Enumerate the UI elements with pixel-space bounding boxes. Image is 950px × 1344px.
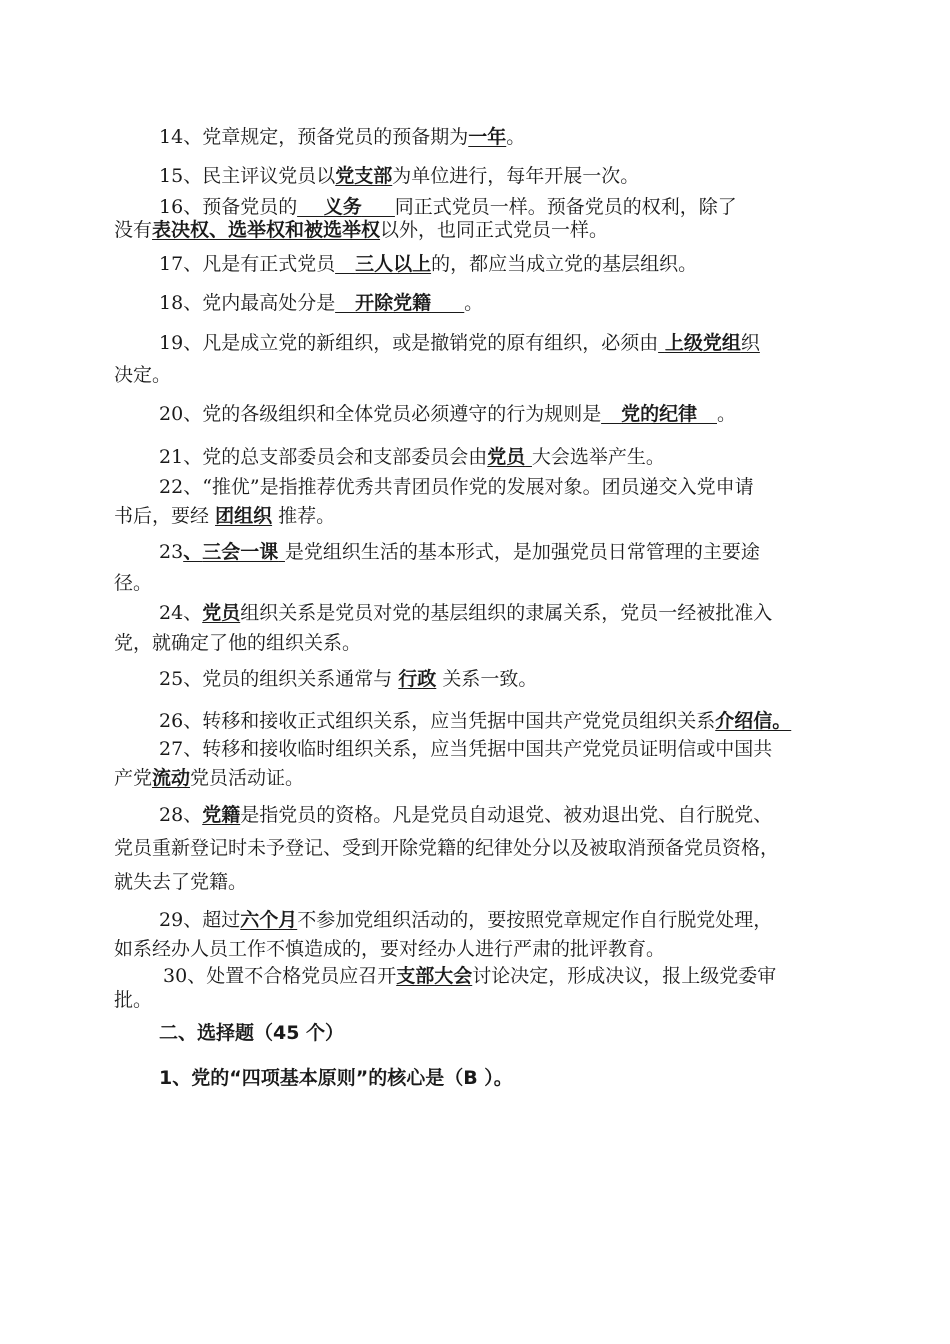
fill-item-16: 16、预备党员的 义务 同正式党员一样。预备党员的权利，除了 — [159, 196, 737, 218]
fill-item-25: 25、党员的组织关系通常与 行政 关系一致。 — [159, 668, 538, 690]
fill-item-22-line2: 书后，要经 团组织 推荐。 — [114, 505, 336, 527]
fill-item-20: 20、党的各级组织和全体党员必须遵守的行为规则是 党的纪律 。 — [159, 403, 736, 425]
answer: 介绍信。 — [715, 710, 792, 732]
fill-item-14: 14、党章规定，预备党员的预备期为一年。 — [159, 126, 526, 148]
fill-item-23: 23、三会一课 是党组织生活的基本形式，是加强党员日常管理的主要途 — [159, 541, 760, 563]
fill-item-24: 24、党员组织关系是党员对党的基层组织的隶属关系，党员一经被批准入 — [159, 602, 773, 624]
fill-item-19: 19、凡是成立党的新组织，或是撤销党的原有组织，必须由 上级党组织 — [159, 332, 760, 354]
answer: 一年 — [468, 126, 507, 148]
answer: 党籍 — [202, 804, 241, 826]
fill-item-22: 22、“推优”是指推荐优秀共青团员作党的发展对象。团员递交入党申请 — [159, 476, 754, 498]
fill-item-24-line2: 党，就确定了他的组织关系。 — [114, 632, 362, 654]
fill-item-28-line3: 就失去了党籍。 — [114, 871, 248, 893]
answer: 三人以上 — [355, 253, 432, 275]
fill-item-21: 21、党的总支部委员会和支部委员会由党员 大会选举产生。 — [159, 446, 665, 468]
fill-item-19-line2: 决定。 — [114, 364, 172, 386]
answer: 党支部 — [335, 165, 393, 187]
fill-item-28: 28、党籍是指党员的资格。凡是党员自动退党、被劝退出党、自行脱党、 — [159, 804, 773, 826]
answer: 流动 — [152, 767, 191, 789]
choice-question-1: 1、党的“四项基本原则”的核心是（B ）。 — [159, 1067, 513, 1089]
fill-item-17: 17、凡是有正式党员 三人以上的，都应当成立党的基层组织。 — [159, 253, 698, 275]
answer: 行政 — [398, 668, 437, 690]
section-heading: 二、选择题（45 个） — [159, 1022, 345, 1044]
answer: 党员 — [202, 602, 241, 624]
fill-item-28-line2: 党员重新登记时未予登记、受到开除党籍的纪律处分以及被取消预备党员资格， — [114, 837, 780, 859]
answer: 党的纪律 — [621, 403, 698, 425]
fill-item-27-line2: 产党流动党员活动证。 — [114, 767, 305, 789]
fill-item-29-line2: 如系经办人员工作不慎造成的，要对经办人进行严肃的批评教育。 — [114, 938, 666, 960]
fill-item-30-line2: 批。 — [114, 989, 153, 1011]
answer: 党员 — [487, 446, 526, 468]
answer: 上级党组 — [664, 332, 741, 354]
fill-item-18: 18、党内最高处分是 开除党籍 。 — [159, 292, 484, 314]
fill-item-26: 26、转移和接收正式组织关系，应当凭据中国共产党党员组织关系介绍信。 — [159, 710, 792, 732]
fill-item-15: 15、民主评议党员以党支部为单位进行，每年开展一次。 — [159, 165, 640, 187]
answer: 义务 — [323, 196, 362, 218]
fill-item-23-line2: 径。 — [114, 572, 153, 594]
answer: 六个月 — [240, 909, 298, 931]
answer: 开除党籍 — [355, 292, 432, 314]
fill-item-29: 29、超过六个月不参加党组织活动的，要按照党章规定作自行脱党处理， — [159, 909, 773, 931]
fill-item-16-line2: 没有表决权、选举权和被选举权以外，也同正式党员一样。 — [114, 219, 609, 241]
answer: 支部大会 — [396, 965, 473, 987]
answer: 表决权、选举权和被选举权 — [152, 219, 381, 241]
answer: 三会一课 — [202, 541, 279, 563]
answer: 团组织 — [215, 505, 273, 527]
fill-item-30: 30、处置不合格党员应召开支部大会讨论决定，形成决议，报上级党委审 — [163, 965, 777, 987]
fill-item-27: 27、转移和接收临时组织关系，应当凭据中国共产党党员证明信或中国共 — [159, 738, 773, 760]
